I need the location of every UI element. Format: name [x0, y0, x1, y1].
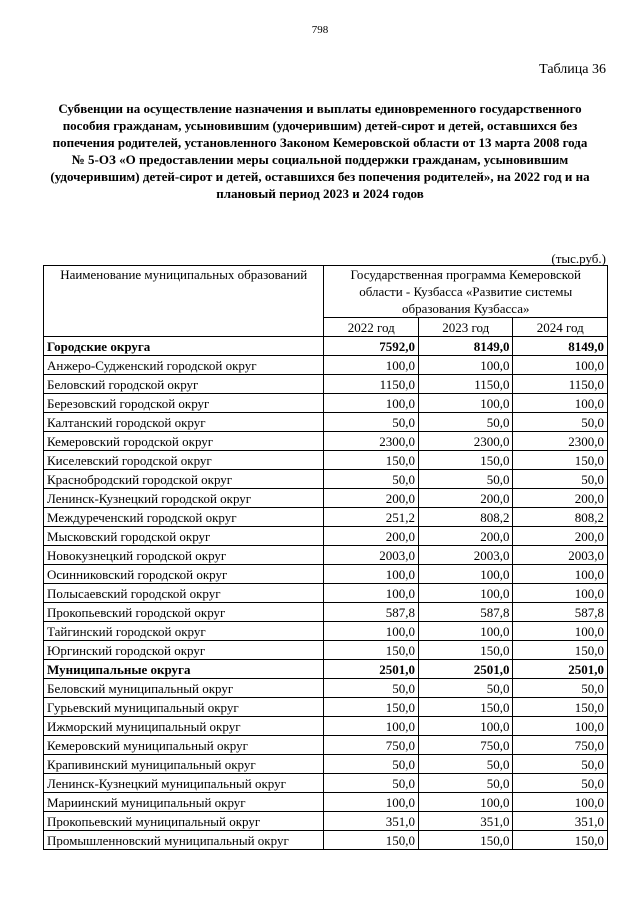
amount-cell: 251,2 — [324, 508, 419, 527]
amount-cell: 150,0 — [324, 698, 419, 717]
amount-cell: 50,0 — [418, 470, 513, 489]
municipality-name: Беловский муниципальный округ — [44, 679, 324, 698]
amount-cell: 150,0 — [324, 831, 419, 850]
amount-cell: 100,0 — [324, 622, 419, 641]
municipality-name: Промышленновский муниципальный округ — [44, 831, 324, 850]
amount-cell: 200,0 — [324, 489, 419, 508]
amount-cell: 100,0 — [513, 356, 608, 375]
table-row — [44, 679, 608, 698]
table-row — [44, 489, 608, 508]
amount-cell: 100,0 — [513, 717, 608, 736]
amount-cell: 150,0 — [513, 831, 608, 850]
amount-cell: 50,0 — [513, 470, 608, 489]
amount-cell: 150,0 — [324, 451, 419, 470]
municipality-name: Прокопьевский городской округ — [44, 603, 324, 622]
municipality-name: Калтанский городской округ — [44, 413, 324, 432]
amount-cell: 150,0 — [513, 641, 608, 660]
amount-cell: 1150,0 — [513, 375, 608, 394]
amount-cell: 100,0 — [324, 565, 419, 584]
amount-cell: 150,0 — [513, 451, 608, 470]
table-row — [44, 622, 608, 641]
amount-cell: 50,0 — [418, 755, 513, 774]
amount-cell: 1150,0 — [324, 375, 419, 394]
amount-cell: 100,0 — [324, 356, 419, 375]
table-row — [44, 432, 608, 451]
amount-cell: 50,0 — [324, 470, 419, 489]
subsidy-table — [43, 265, 608, 850]
amount-cell: 100,0 — [324, 717, 419, 736]
municipality-name: Гурьевский муниципальный округ — [44, 698, 324, 717]
amount-cell: 2003,0 — [513, 546, 608, 565]
table-group-row — [44, 660, 608, 679]
municipality-name: Березовский городской округ — [44, 394, 324, 413]
amount-cell: 150,0 — [418, 698, 513, 717]
municipality-name: Городские округа — [44, 337, 324, 356]
municipality-name: Киселевский городской округ — [44, 451, 324, 470]
amount-cell: 150,0 — [418, 451, 513, 470]
amount-cell: 1150,0 — [418, 375, 513, 394]
municipality-name: Прокопьевский муниципальный округ — [44, 812, 324, 831]
table-row — [44, 508, 608, 527]
table-row — [44, 812, 608, 831]
amount-cell: 100,0 — [324, 584, 419, 603]
municipality-name: Беловский городской округ — [44, 375, 324, 394]
table-row — [44, 470, 608, 489]
table-row — [44, 356, 608, 375]
amount-cell: 100,0 — [418, 394, 513, 413]
year-header: 2023 год — [418, 318, 513, 337]
amount-cell: 2003,0 — [324, 546, 419, 565]
amount-cell: 100,0 — [418, 565, 513, 584]
amount-cell: 2501,0 — [418, 660, 513, 679]
amount-cell: 100,0 — [324, 793, 419, 812]
municipality-name: Ленинск-Кузнецкий муниципальный округ — [44, 774, 324, 793]
amount-cell: 100,0 — [513, 394, 608, 413]
municipality-name: Юргинский городской округ — [44, 641, 324, 660]
table-row — [44, 394, 608, 413]
municipality-name: Ленинск-Кузнецкий городской округ — [44, 489, 324, 508]
table-row — [44, 736, 608, 755]
amount-cell: 100,0 — [418, 622, 513, 641]
municipality-name: Краснобродский городской округ — [44, 470, 324, 489]
amount-cell: 50,0 — [513, 774, 608, 793]
page-number: 798 — [311, 24, 329, 36]
amount-cell: 587,8 — [513, 603, 608, 622]
table-label: Таблица 36 — [539, 62, 606, 77]
table-row — [44, 546, 608, 565]
amount-cell: 100,0 — [513, 565, 608, 584]
amount-cell: 100,0 — [513, 622, 608, 641]
table-group-row — [44, 337, 608, 356]
amount-cell: 50,0 — [324, 755, 419, 774]
amount-cell: 50,0 — [513, 679, 608, 698]
amount-cell: 587,8 — [418, 603, 513, 622]
municipality-name: Анжеро-Судженский городской округ — [44, 356, 324, 375]
table-row — [44, 584, 608, 603]
amount-cell: 100,0 — [418, 793, 513, 812]
amount-cell: 50,0 — [418, 413, 513, 432]
table-row — [44, 831, 608, 850]
amount-cell: 150,0 — [418, 831, 513, 850]
amount-cell: 100,0 — [418, 717, 513, 736]
amount-cell: 50,0 — [324, 774, 419, 793]
municipality-name: Ижморский муниципальный округ — [44, 717, 324, 736]
table-row — [44, 793, 608, 812]
amount-cell: 100,0 — [418, 584, 513, 603]
year-header: 2024 год — [513, 318, 608, 337]
amount-cell: 587,8 — [324, 603, 419, 622]
amount-cell: 50,0 — [324, 413, 419, 432]
amount-cell: 100,0 — [418, 356, 513, 375]
municipality-name: Осинниковский городской округ — [44, 565, 324, 584]
amount-cell: 2300,0 — [418, 432, 513, 451]
table-row — [44, 698, 608, 717]
table-row — [44, 527, 608, 546]
amount-cell: 200,0 — [513, 489, 608, 508]
amount-cell: 150,0 — [418, 641, 513, 660]
units-label: (тыс.руб.) — [551, 251, 606, 266]
amount-cell: 200,0 — [418, 527, 513, 546]
amount-cell: 7592,0 — [324, 337, 419, 356]
amount-cell: 50,0 — [418, 774, 513, 793]
amount-cell: 150,0 — [513, 698, 608, 717]
municipality-name: Тайгинский городской округ — [44, 622, 324, 641]
year-header: 2022 год — [324, 318, 419, 337]
amount-cell: 750,0 — [418, 736, 513, 755]
amount-cell: 100,0 — [324, 394, 419, 413]
municipality-name: Мысковский городской округ — [44, 527, 324, 546]
name-column-header: Наименование муниципальных образований — [44, 266, 324, 337]
municipality-name: Муниципальные округа — [44, 660, 324, 679]
table-row — [44, 451, 608, 470]
table-row — [44, 717, 608, 736]
municipality-name: Междуреченский городской округ — [44, 508, 324, 527]
municipality-name: Новокузнецкий городской округ — [44, 546, 324, 565]
amount-cell: 200,0 — [324, 527, 419, 546]
amount-cell: 351,0 — [513, 812, 608, 831]
amount-cell: 2300,0 — [324, 432, 419, 451]
amount-cell: 750,0 — [513, 736, 608, 755]
amount-cell: 8149,0 — [513, 337, 608, 356]
amount-cell: 100,0 — [513, 793, 608, 812]
table-header-row — [44, 266, 608, 318]
amount-cell: 2300,0 — [513, 432, 608, 451]
amount-cell: 200,0 — [418, 489, 513, 508]
amount-cell: 50,0 — [418, 679, 513, 698]
table-row — [44, 375, 608, 394]
table-body — [44, 337, 608, 850]
document-title: Субвенции на осуществление назначения и выплаты единовременного государственного пособия гражданам, усыновившим (удочерившим) детей-сирот и детей, оставшихся без попечения родителей, установленного Законом Кемеровской области от 13 марта 2008 года № 5-ОЗ «О предоставлении меры социальной поддержки гражданам, усыновившим (удочерившим) детей-сирот и детей, оставшихся без попечения родителей», на 2022 год и на плановый период 2023 и 2024 годов — [50, 101, 590, 201]
municipality-name: Кемеровский городской округ — [44, 432, 324, 451]
municipality-name: Полысаевский городской округ — [44, 584, 324, 603]
amount-cell: 351,0 — [418, 812, 513, 831]
amount-cell: 100,0 — [513, 584, 608, 603]
amount-cell: 150,0 — [324, 641, 419, 660]
table-row — [44, 413, 608, 432]
amount-cell: 8149,0 — [418, 337, 513, 356]
amount-cell: 200,0 — [513, 527, 608, 546]
table-row — [44, 774, 608, 793]
municipality-name: Крапивинский муниципальный округ — [44, 755, 324, 774]
table-row — [44, 603, 608, 622]
amount-cell: 808,2 — [418, 508, 513, 527]
amount-cell: 808,2 — [513, 508, 608, 527]
amount-cell: 50,0 — [513, 413, 608, 432]
table-row — [44, 641, 608, 660]
amount-cell: 50,0 — [324, 679, 419, 698]
table-row — [44, 755, 608, 774]
amount-cell: 750,0 — [324, 736, 419, 755]
amount-cell: 2501,0 — [324, 660, 419, 679]
municipality-name: Кемеровский муниципальный округ — [44, 736, 324, 755]
amount-cell: 50,0 — [513, 755, 608, 774]
amount-cell: 2003,0 — [418, 546, 513, 565]
amount-cell: 2501,0 — [513, 660, 608, 679]
municipality-name: Мариинский муниципальный округ — [44, 793, 324, 812]
program-column-header: Государственная программа Кемеровской области - Кузбасса «Развитие системы образования Кузбасса» — [324, 266, 608, 318]
table-row — [44, 565, 608, 584]
amount-cell: 351,0 — [324, 812, 419, 831]
